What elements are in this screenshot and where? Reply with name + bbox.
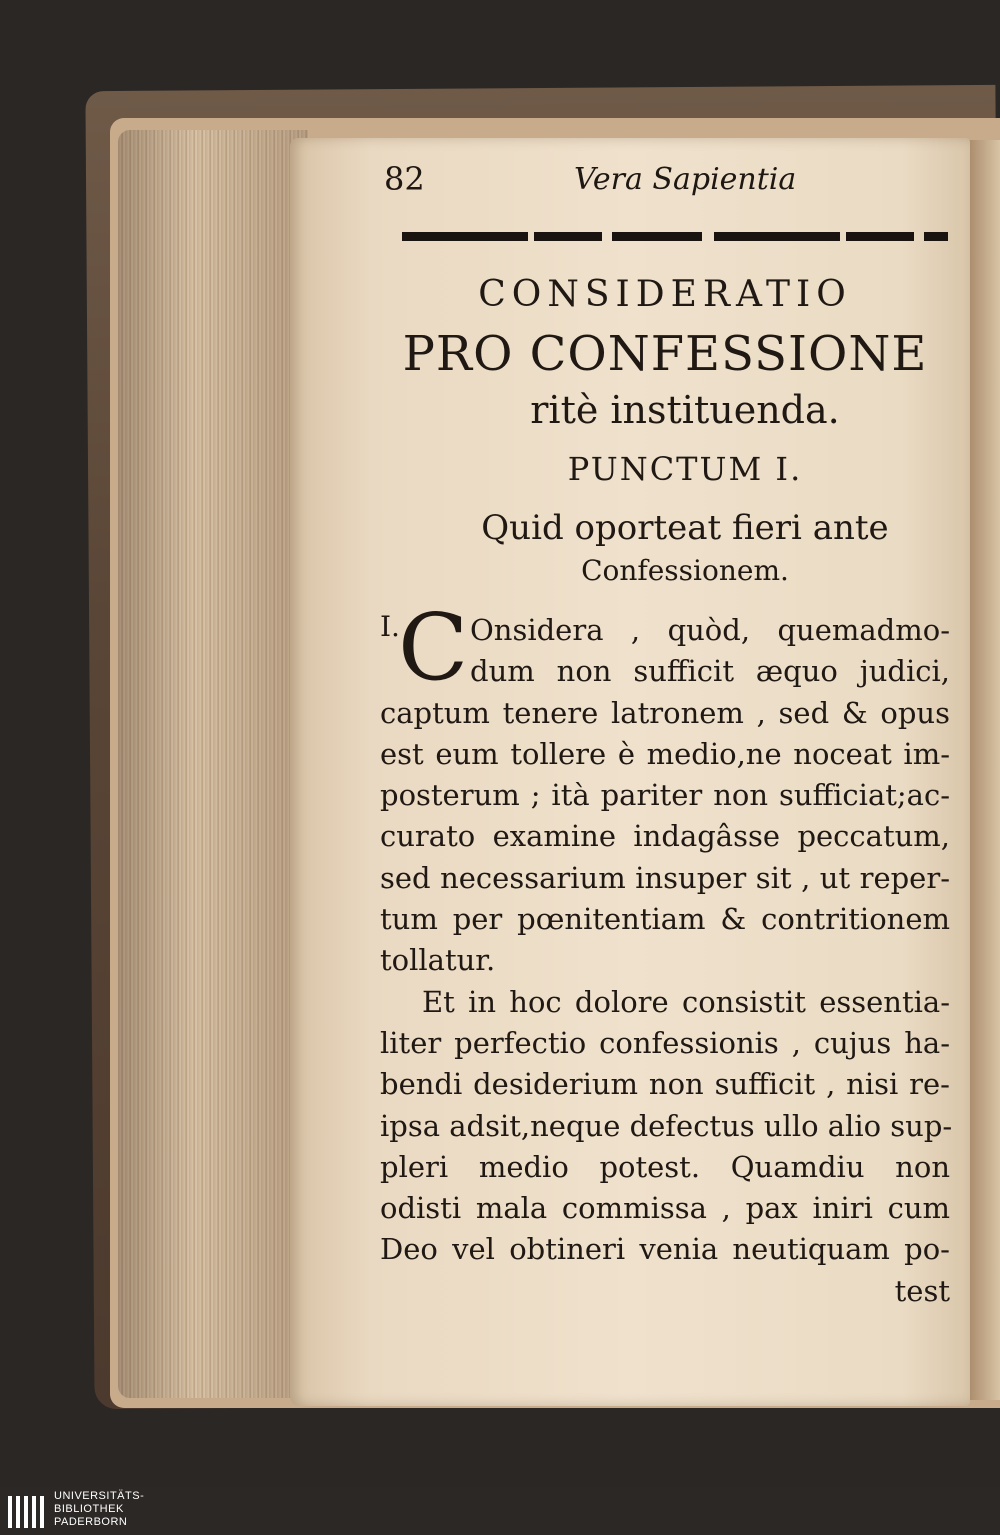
heading-punctum: PUNCTUM I.	[567, 450, 803, 488]
library-name-line: PADERBORN	[54, 1516, 128, 1528]
text-line: tollatur.	[380, 943, 496, 978]
text-line: odisti mala commissa , pax iniri cum	[380, 1191, 950, 1226]
text-line: Onsidera , quòd, quemadmo-	[470, 613, 950, 647]
text-line: pleri medio potest. Quamdiu non	[380, 1149, 950, 1184]
library-name-line: BIBLIOTHEK	[54, 1503, 124, 1515]
page-edges-shade	[118, 130, 308, 1398]
heading-confessionem: Confessionem.	[581, 554, 789, 587]
library-name-line: UNIVERSITÄTS-	[54, 1490, 145, 1502]
text-line: bendi desiderium non sufficit , nisi re-	[380, 1067, 950, 1102]
catchword: test	[894, 1273, 950, 1308]
text-line: curato examine indagâsse peccatum,	[380, 819, 950, 854]
running-title: Vera Sapientia	[574, 162, 797, 197]
header-rule	[402, 232, 948, 241]
heading-pro-confessione: PRO CONFESSIONE	[402, 326, 928, 382]
text-line: tum per pœnitentiam & contritionem	[380, 902, 950, 937]
paragraph-1	[380, 594, 950, 982]
text-line: posterum ; ità pariter non sufficiat;ac-	[380, 778, 950, 813]
text-line: ipsa adsit,neque defectus ullo alio sup-	[380, 1108, 953, 1143]
text-line: dum non sufficit æquo judici,	[470, 654, 950, 689]
paragraph-number: I.	[380, 610, 400, 643]
heading-consideratio: CONSIDERATIO	[478, 274, 852, 315]
library-footer	[0, 1487, 1000, 1535]
paragraph-2	[380, 982, 953, 1312]
text-line: Et in hoc dolore consistit essentia-	[422, 984, 950, 1019]
text-line: sed necessarium insuper sit , ut reper-	[380, 860, 950, 895]
heading-quid: Quid oporteat fieri ante	[481, 508, 889, 548]
text-line: liter perfectio confessionis , cujus ha-	[380, 1025, 950, 1060]
library-logo-icon	[6, 1492, 46, 1532]
page-number: 82	[384, 160, 425, 198]
text-line: Deo vel obtineri venia neutiquam po-	[380, 1232, 950, 1267]
page-text	[380, 262, 953, 1312]
next-page-edge	[968, 140, 1000, 1400]
text-line: captum tenere latronem , sed & opus	[380, 695, 950, 730]
page-header	[384, 160, 954, 206]
dropcap-block	[380, 594, 469, 701]
library-name	[54, 1490, 144, 1529]
dropcap-letter: C	[398, 594, 469, 701]
heading-rite-instituenda: ritè instituenda.	[530, 388, 840, 432]
text-line: est eum tollere è medio,ne noceat im-	[380, 736, 950, 771]
